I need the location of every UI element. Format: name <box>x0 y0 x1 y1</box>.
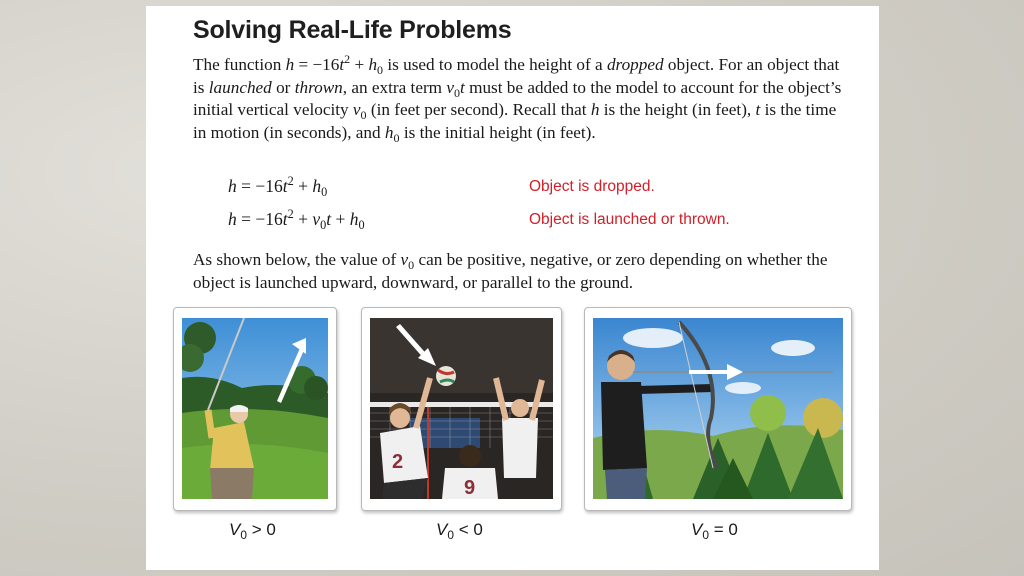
intro-paragraph: The function $h = -16t^2 + h_0$ is used to model the height of a dropped object. For an object that is launched or thrown, an extra term $v_0t$ must be added to the model to account for the object’s initial vertical velocity $v_0$ (in feet per second). Recall that h is the height (in feet), t is the time in motion (in seconds), and $h_0$ is the initial height (in feet). <box>193 52 842 145</box>
equation-note-launched: Object is launched or thrown. <box>529 211 730 228</box>
archer-photo <box>593 318 843 499</box>
section-heading: Solving Real-Life Problems <box>193 16 512 44</box>
caption-positive: $V_0 > 0$ <box>229 520 276 542</box>
equation-launched: $h = -16t^2 + v_0t + h_0$ <box>228 207 365 232</box>
volleyball-photo <box>370 318 553 499</box>
textbook-page <box>146 6 879 570</box>
equation-note-dropped: Object is dropped. <box>529 178 655 195</box>
equation-dropped: $h = -16t^2 + h_0$ <box>228 174 328 199</box>
svg-text:2: 2 <box>392 451 404 473</box>
golfer-photo-frame <box>173 307 337 511</box>
archer-photo-frame <box>584 307 852 511</box>
caption-negative: $V_0 < 0$ <box>436 520 483 542</box>
caption-zero: $V_0 = 0$ <box>691 520 738 542</box>
v0-paragraph: As shown below, the value of $v_0$ can be positive, negative, or zero depending on whether the object is launched upward, downward, or parallel to the ground. <box>193 250 828 292</box>
golfer-photo <box>182 318 328 499</box>
volleyball-photo-frame <box>361 307 562 511</box>
svg-text:9: 9 <box>464 477 476 499</box>
